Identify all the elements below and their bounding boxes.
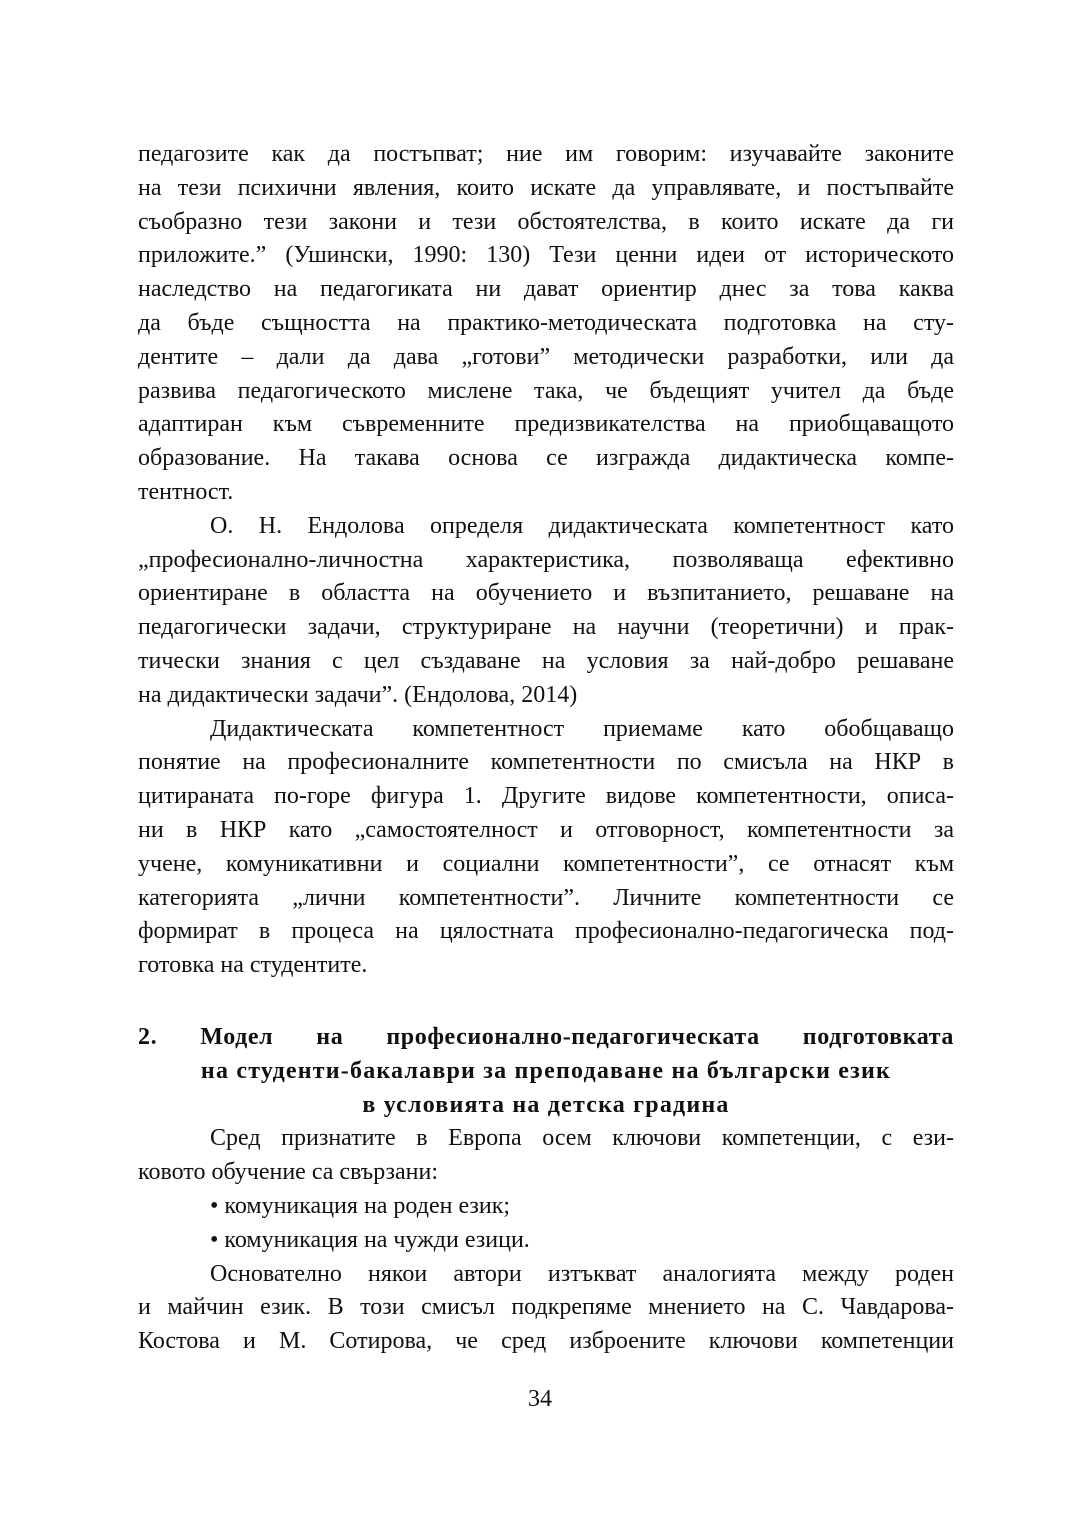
section-2-intro [138,1122,954,1190]
section-spacer [138,983,954,1021]
section-2-closing [138,1258,954,1359]
text-line: ни в НКР като „самостоятелност и отговорност, компетентности за [138,816,954,843]
heading-line: 2. Модел на професионално-педагогическата подготовката [138,1023,954,1050]
page-body [138,138,954,1359]
text-line: съобразно тези закони и тези обстоятелства, в които искате да ги [138,208,954,235]
text-line: на тези психични явления, които искате да управлявате, и постъпвайте [138,174,954,201]
text-line: дентите – дали да дава „готови” методически разработки, или да [138,343,954,370]
text-line: образование. На такава основа се изгражда дидактическа компе- [138,445,954,472]
text-line: Сред признатите в Европа осем ключови компетенции, с ези- [210,1125,954,1152]
paragraph-2 [138,510,954,713]
text-line: Дидактическата компетентност приемаме като обобщаващо [210,715,954,742]
text-line: формират в процеса на цялостната професионално-педагогическа под- [138,918,954,945]
section-heading [138,1021,954,1122]
text-line: развива педагогическото мислене така, че бъдещият учител да бъде [138,377,954,404]
text-line: тентност. [138,478,234,505]
text-line: приложите.” (Ушински, 1990: 130) Тези ценни идеи от историческото [138,242,954,269]
text-line: педагогически задачи, структуриране на научни (теоретични) и прак- [138,614,954,641]
text-line: да бъде същността на практико-методическата подготовка на сту- [138,309,954,336]
heading-line: на студенти-бакалаври за преподаване на български език [200,1057,892,1084]
text-line: адаптиран към съвременните предизвикателства на приобщаващото [138,411,954,438]
list-item: • комуникация на роден език; [210,1192,511,1219]
text-line: тически знания с цел създаване на условия за най-добро решаване [138,647,954,674]
text-line: категорията „лични компетентности”. Личните компетентности се [138,884,954,911]
page-number: 34 [528,1386,552,1412]
paragraph-1 [138,138,954,510]
list-item: • комуникация на чужди езици. [210,1226,530,1253]
text-line: на дидактически задачи”. (Ендолова, 2014) [138,681,578,708]
text-line: О. Н. Ендолова определя дидактическата компетентност като [210,512,954,539]
paragraph-3 [138,713,954,983]
text-line: Костова и М. Сотирова, че сред изброените ключови компетенции [138,1328,954,1355]
text-line: и майчин език. В този смисъл подкрепяме мнението на С. Чавдарова- [138,1294,954,1321]
bullet-list [138,1190,954,1258]
text-line: ориентиране в областта на обучението и възпитанието, решаване на [138,580,954,607]
text-line: готовка на студентите. [138,952,368,979]
text-line: „професионално-личностна характеристика, позволяваща ефективно [138,546,954,573]
heading-line: в условията на детска градина [362,1091,730,1118]
text-line: педагозите как да постъпват; ние им говорим: изучавайте законите [138,141,954,167]
text-line: Основателно някои автори изтъкват аналогията между роден [210,1260,954,1287]
text-line: понятие на професионалните компетентности по смисъла на НКР в [138,749,954,776]
text-line: ковото обучение са свързани: [138,1159,438,1186]
text-line: наследство на педагогиката ни дават ориентир днес за това каква [138,276,954,303]
text-line: цитираната по-горе фигура 1. Другите видове компетентности, описа- [138,783,954,810]
text-line: учене, комуникативни и социални компетентности”, се отнасят към [138,850,954,877]
